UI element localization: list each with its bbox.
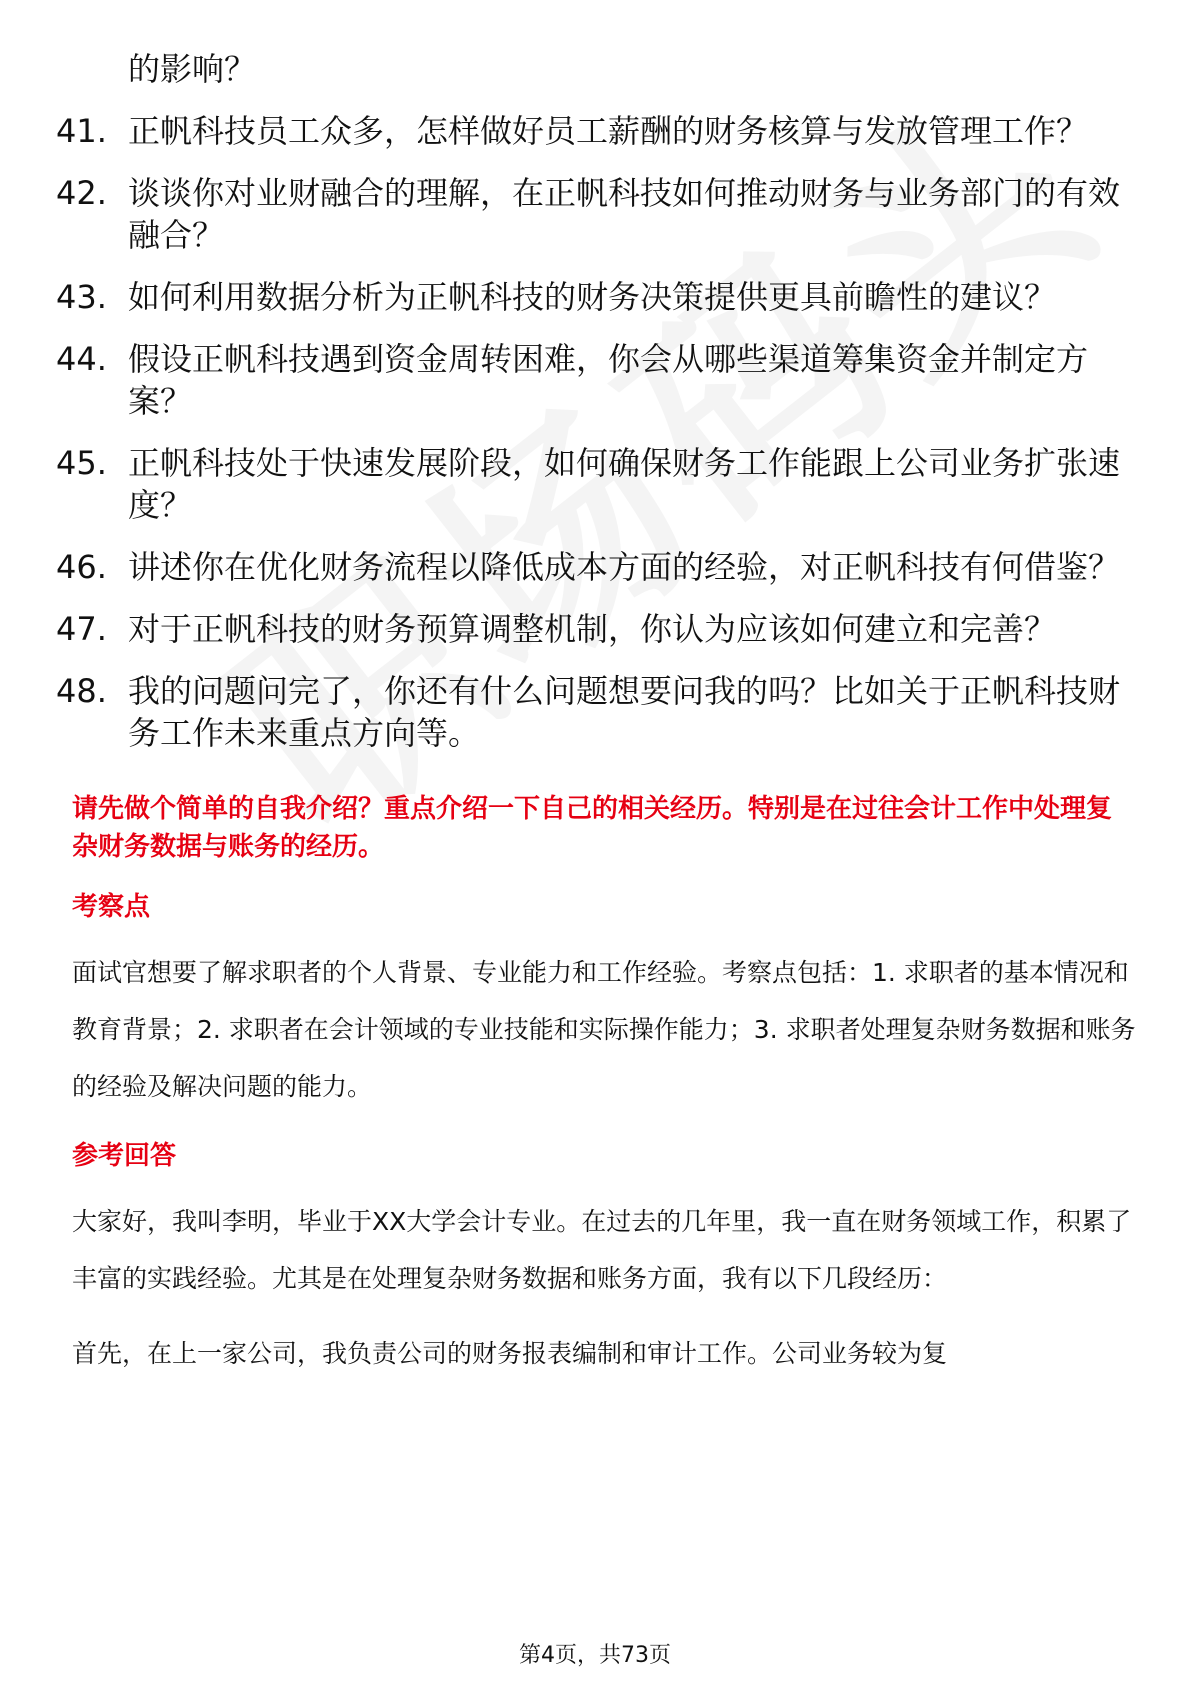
question-text: 讲述你在优化财务流程以降低成本方面的经验，对正帆科技有何借鉴？ xyxy=(128,548,1121,586)
question-text: 正帆科技员工众多，怎样做好员工薪酬的财务核算与发放管理工作？ xyxy=(128,112,1089,150)
question-item xyxy=(56,110,1136,152)
question-number: 47. xyxy=(56,610,107,648)
continued-question-text: 的影响？ xyxy=(128,50,257,88)
question-text: 谈谈你对业财融合的理解，在正帆科技如何推动财务与业务部门的有效融合？ xyxy=(128,174,1121,254)
highlight-question: 请先做个简单的自我介绍？重点介绍一下自己的相关经历。特别是在过往会计工作中处理复杂财务数据与账务的经历。 xyxy=(72,794,1113,862)
section-title-reference-answer: 参考回答 xyxy=(72,1141,177,1171)
reference-answer-paragraph: 首先，在上一家公司，我负责公司的财务报表编制和审计工作。公司业务较为复 xyxy=(72,1339,948,1368)
question-number: 43. xyxy=(56,278,107,316)
question-text: 假设正帆科技遇到资金周转困难，你会从哪些渠道筹集资金并制定方案？ xyxy=(128,340,1089,420)
question-number: 41. xyxy=(56,112,107,150)
section-title-exam-points: 考察点 xyxy=(72,892,151,922)
question-number: 42. xyxy=(56,174,107,212)
reference-answer-paragraph: 大家好，我叫李明，毕业于XX大学会计专业。在过去的几年里，我一直在财务领域工作，积累了丰富的实践经验。尤其是在处理复杂财务数据和账务方面，我有以下几段经历： xyxy=(72,1207,1132,1293)
question-number: 44. xyxy=(56,340,107,378)
question-text: 如何利用数据分析为正帆科技的财务决策提供更具前瞻性的建议？ xyxy=(128,278,1057,316)
question-number: 48. xyxy=(56,672,107,710)
question-text: 正帆科技处于快速发展阶段，如何确保财务工作能跟上公司业务扩张速度？ xyxy=(128,444,1121,524)
exam-points-body: 面试官想要了解求职者的个人背景、专业能力和工作经验。考察点包括：1. 求职者的基本情况和教育背景；2. 求职者在会计领域的专业技能和实际操作能力；3. 求职者处理复杂财务数据和账务的经验及解决问题的能力。 xyxy=(72,958,1136,1101)
question-number: 45. xyxy=(56,444,107,482)
question-item xyxy=(56,442,1136,526)
question-item xyxy=(56,670,1136,754)
question-item xyxy=(56,546,1136,588)
question-number: 46. xyxy=(56,548,107,586)
question-item xyxy=(56,276,1136,318)
question-text: 对于正帆科技的财务预算调整机制，你认为应该如何建立和完善？ xyxy=(128,610,1057,648)
page-number-footer: 第4页，共73页 xyxy=(519,1643,671,1668)
question-item xyxy=(56,172,1136,256)
page-content xyxy=(56,48,1136,1382)
question-text: 我的问题问完了，你还有什么问题想要问我的吗？比如关于正帆科技财务工作未来重点方向等。 xyxy=(128,672,1121,752)
question-item xyxy=(56,338,1136,422)
question-item xyxy=(56,608,1136,650)
